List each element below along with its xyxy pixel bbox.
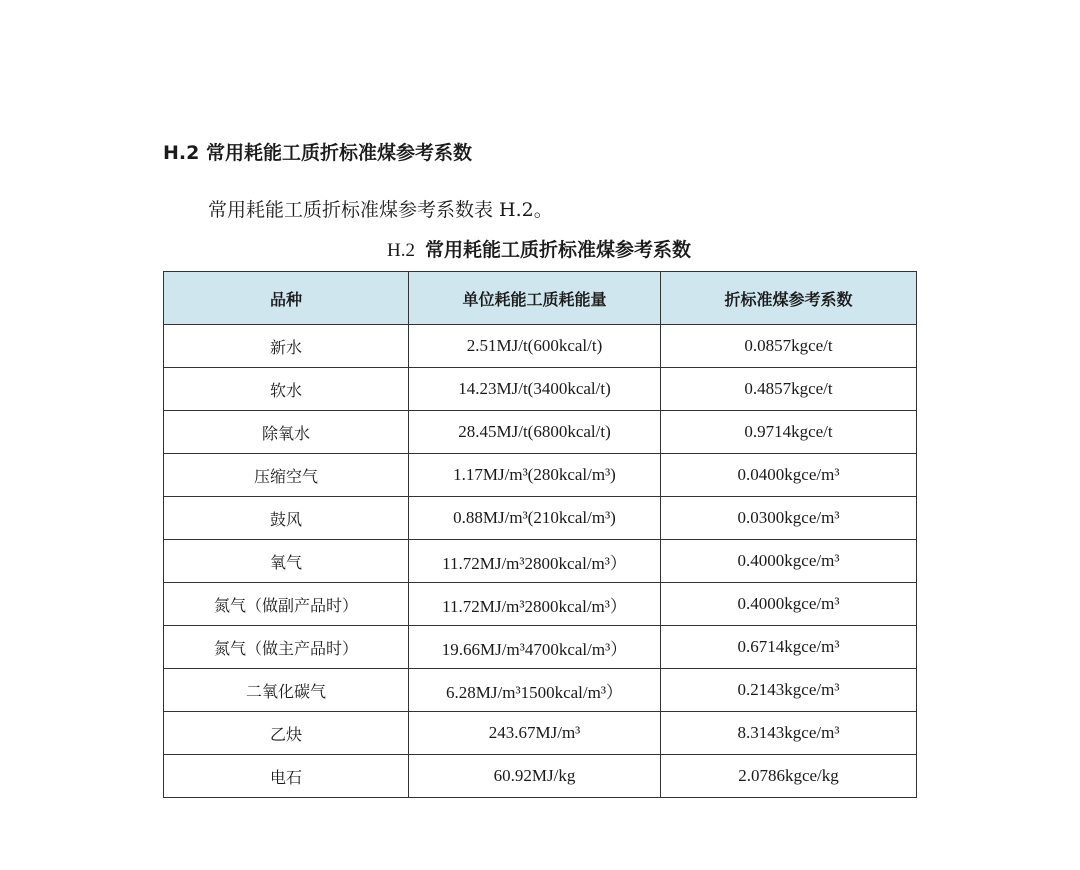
cell-variety: 氧气 <box>164 540 409 583</box>
table-row <box>164 755 917 798</box>
intro-paragraph: 常用耗能工质折标准煤参考系数表 H.2。 <box>208 199 553 221</box>
cell-unit-energy: 19.66MJ/m³4700kcal/m³） <box>409 626 661 669</box>
cell-unit-energy: 11.72MJ/m³2800kcal/m³） <box>409 583 661 626</box>
coefficient-table <box>163 271 917 798</box>
cell-coal-coefficient: 0.2143kgce/m³ <box>661 669 917 712</box>
cell-unit-energy: 6.28MJ/m³1500kcal/m³） <box>409 669 661 712</box>
cell-variety: 新水 <box>164 325 409 368</box>
section-heading: H.2 常用耗能工质折标准煤参考系数 <box>163 142 472 164</box>
cell-coal-coefficient: 0.0400kgce/m³ <box>661 454 917 497</box>
table-row <box>164 325 917 368</box>
cell-unit-energy: 0.88MJ/m³(210kcal/m³) <box>409 497 661 540</box>
table-row <box>164 583 917 626</box>
cell-variety: 氮气（做主产品时） <box>164 626 409 669</box>
cell-unit-energy: 243.67MJ/m³ <box>409 712 661 755</box>
table-row <box>164 712 917 755</box>
cell-variety: 氮气（做副产品时） <box>164 583 409 626</box>
header-coal-coefficient: 折标准煤参考系数 <box>661 272 917 325</box>
cell-unit-energy: 28.45MJ/t(6800kcal/t) <box>409 411 661 454</box>
cell-variety: 鼓风 <box>164 497 409 540</box>
table-row <box>164 626 917 669</box>
table-row <box>164 669 917 712</box>
header-variety: 品种 <box>164 272 409 325</box>
table-caption-code: H.2 <box>387 240 415 261</box>
cell-variety: 软水 <box>164 368 409 411</box>
cell-coal-coefficient: 0.4000kgce/m³ <box>661 583 917 626</box>
cell-variety: 电石 <box>164 755 409 798</box>
table-caption <box>163 236 915 265</box>
cell-unit-energy: 1.17MJ/m³(280kcal/m³) <box>409 454 661 497</box>
table-row <box>164 411 917 454</box>
cell-coal-coefficient: 0.0857kgce/t <box>661 325 917 368</box>
table-row <box>164 368 917 411</box>
header-unit-energy: 单位耗能工质耗能量 <box>409 272 661 325</box>
table-row <box>164 454 917 497</box>
table-row <box>164 540 917 583</box>
cell-unit-energy: 2.51MJ/t(600kcal/t) <box>409 325 661 368</box>
table-header-row <box>164 272 917 325</box>
cell-coal-coefficient: 0.4000kgce/m³ <box>661 540 917 583</box>
cell-coal-coefficient: 8.3143kgce/m³ <box>661 712 917 755</box>
table-row <box>164 497 917 540</box>
table-caption-title: 常用耗能工质折标准煤参考系数 <box>424 239 691 261</box>
cell-unit-energy: 14.23MJ/t(3400kcal/t) <box>409 368 661 411</box>
cell-variety: 乙炔 <box>164 712 409 755</box>
cell-coal-coefficient: 0.4857kgce/t <box>661 368 917 411</box>
cell-variety: 压缩空气 <box>164 454 409 497</box>
cell-coal-coefficient: 0.9714kgce/t <box>661 411 917 454</box>
cell-coal-coefficient: 2.0786kgce/kg <box>661 755 917 798</box>
cell-unit-energy: 60.92MJ/kg <box>409 755 661 798</box>
cell-coal-coefficient: 0.0300kgce/m³ <box>661 497 917 540</box>
cell-unit-energy: 11.72MJ/m³2800kcal/m³） <box>409 540 661 583</box>
cell-variety: 二氧化碳气 <box>164 669 409 712</box>
cell-variety: 除氧水 <box>164 411 409 454</box>
cell-coal-coefficient: 0.6714kgce/m³ <box>661 626 917 669</box>
